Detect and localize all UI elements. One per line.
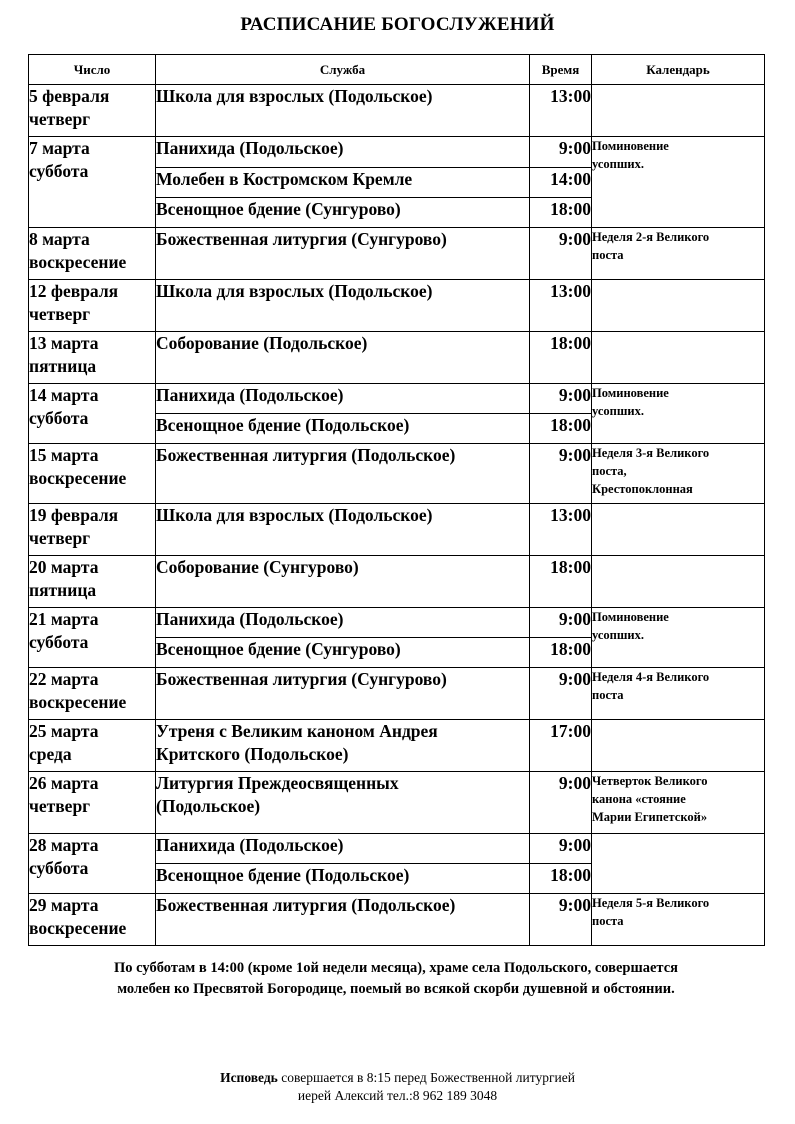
service-name: Божественная литургия (Подольское) <box>156 445 456 465</box>
calendar-text: усопших. <box>592 157 644 171</box>
date-cell <box>29 332 156 384</box>
table-row <box>29 444 765 504</box>
date-text: 26 марта <box>29 773 99 793</box>
service-cell <box>156 608 530 638</box>
service-name: Панихида (Подольское) <box>156 138 344 158</box>
calendar-cell <box>592 85 765 137</box>
table-row <box>29 332 765 384</box>
service-cell <box>156 772 530 834</box>
service-cell <box>156 864 530 894</box>
calendar-cell <box>592 504 765 556</box>
service-name: Школа для взрослых (Подольское) <box>156 505 433 525</box>
service-cell <box>156 894 530 946</box>
calendar-cell <box>592 556 765 608</box>
service-name: Панихида (Подольское) <box>156 835 344 855</box>
date-text: 19 февраля <box>29 505 119 525</box>
date-cell <box>29 556 156 608</box>
table-row <box>29 834 765 864</box>
table-row <box>29 228 765 280</box>
service-name: Школа для взрослых (Подольское) <box>156 86 433 106</box>
service-name: Всенощное бдение (Сунгурово) <box>156 639 401 659</box>
date-cell <box>29 228 156 280</box>
date-text: 14 марта <box>29 385 99 405</box>
service-name: Всенощное бдение (Подольское) <box>156 865 410 885</box>
service-name: Божественная литургия (Сунгурово) <box>156 669 447 689</box>
calendar-text: Неделя 5-я Великого <box>592 896 710 910</box>
calendar-cell <box>592 834 765 894</box>
service-cell <box>156 834 530 864</box>
date-cell <box>29 668 156 720</box>
calendar-cell <box>592 894 765 946</box>
calendar-cell <box>592 720 765 772</box>
calendar-cell <box>592 608 765 668</box>
date-cell <box>29 720 156 772</box>
time-cell: 17:00 <box>530 720 592 772</box>
service-name: Молебен в Костромском Кремле <box>156 169 413 189</box>
time-cell: 9:00 <box>530 668 592 720</box>
time-cell: 18:00 <box>530 638 592 668</box>
table-row <box>29 772 765 834</box>
header-service: Служба <box>156 55 530 85</box>
date-text: 7 марта <box>29 138 90 158</box>
weekday-text: суббота <box>29 858 89 878</box>
page-title: РАСПИСАНИЕ БОГОСЛУЖЕНИЙ <box>240 14 555 35</box>
service-name: Соборование (Подольское) <box>156 333 368 353</box>
schedule-table <box>28 54 765 946</box>
header-time: Время <box>530 55 592 85</box>
header-row <box>29 55 765 85</box>
calendar-cell <box>592 137 765 228</box>
time-cell: 18:00 <box>530 864 592 894</box>
calendar-text: Неделя 2-я Великого <box>592 230 710 244</box>
table-row <box>29 668 765 720</box>
header-calendar: Календарь <box>592 55 765 85</box>
weekday-text: суббота <box>29 408 89 428</box>
time-cell: 9:00 <box>530 608 592 638</box>
service-name: Соборование (Сунгурово) <box>156 557 359 577</box>
table-row <box>29 137 765 168</box>
service-cell <box>156 638 530 668</box>
time-cell: 14:00 <box>530 168 592 198</box>
date-text: 21 марта <box>29 609 99 629</box>
weekday-text: четверг <box>29 796 91 816</box>
date-cell <box>29 85 156 137</box>
time-cell: 18:00 <box>530 332 592 384</box>
calendar-text: поста <box>592 914 624 928</box>
calendar-text: Марии Египетской» <box>592 810 708 824</box>
table-row <box>29 894 765 946</box>
service-cell <box>156 720 530 772</box>
time-cell: 9:00 <box>530 444 592 504</box>
confession-text: совершается в 8:15 перед Божественной литургией <box>277 1070 575 1085</box>
service-name: Критского (Подольское) <box>156 744 349 764</box>
time-cell: 9:00 <box>530 894 592 946</box>
calendar-cell <box>592 228 765 280</box>
weekday-text: четверг <box>29 109 91 129</box>
calendar-text: Поминовение <box>592 610 669 624</box>
time-cell: 18:00 <box>530 414 592 444</box>
calendar-text: поста <box>592 248 624 262</box>
date-text: 5 февраля <box>29 86 110 106</box>
footer <box>0 1069 795 1105</box>
table-row <box>29 556 765 608</box>
time-cell: 9:00 <box>530 834 592 864</box>
date-cell <box>29 137 156 228</box>
calendar-text: Четверток Великого <box>592 774 708 788</box>
service-cell <box>156 137 530 168</box>
calendar-cell <box>592 384 765 444</box>
calendar-cell <box>592 280 765 332</box>
weekday-text: суббота <box>29 632 89 652</box>
calendar-cell <box>592 444 765 504</box>
table-row <box>29 384 765 414</box>
time-cell: 13:00 <box>530 280 592 332</box>
date-cell <box>29 894 156 946</box>
calendar-cell <box>592 332 765 384</box>
service-name: Утреня с Великим каноном Андрея <box>156 721 438 741</box>
service-cell <box>156 384 530 414</box>
time-cell: 13:00 <box>530 85 592 137</box>
weekday-text: четверг <box>29 304 91 324</box>
date-cell <box>29 280 156 332</box>
time-cell: 9:00 <box>530 137 592 168</box>
time-cell: 18:00 <box>530 556 592 608</box>
calendar-text: Поминовение <box>592 139 669 153</box>
weekday-text: пятница <box>29 580 97 600</box>
time-cell: 18:00 <box>530 198 592 228</box>
table-row <box>29 608 765 638</box>
time-cell: 9:00 <box>530 228 592 280</box>
calendar-text: Неделя 4-я Великого <box>592 670 710 684</box>
calendar-cell <box>592 668 765 720</box>
date-text: 20 марта <box>29 557 99 577</box>
service-name: Литургия Преждеосвященных <box>156 773 399 793</box>
note-line: По субботам в 14:00 (кроме 1ой недели месяца), храме села Подольского, совершается <box>114 960 678 976</box>
weekday-text: воскресение <box>29 252 127 272</box>
service-cell <box>156 168 530 198</box>
service-cell <box>156 444 530 504</box>
time-cell: 9:00 <box>530 772 592 834</box>
date-cell <box>29 504 156 556</box>
date-text: 8 марта <box>29 229 90 249</box>
date-text: 12 февраля <box>29 281 119 301</box>
service-cell <box>156 556 530 608</box>
weekday-text: воскресение <box>29 918 127 938</box>
service-cell <box>156 668 530 720</box>
weekday-text: среда <box>29 744 72 764</box>
date-text: 15 марта <box>29 445 99 465</box>
service-cell <box>156 504 530 556</box>
calendar-text: поста <box>592 688 624 702</box>
date-cell <box>29 444 156 504</box>
calendar-text: усопших. <box>592 404 644 418</box>
weekday-text: воскресение <box>29 692 127 712</box>
service-name: Школа для взрослых (Подольское) <box>156 281 433 301</box>
date-text: 22 марта <box>29 669 99 689</box>
service-name: Панихида (Подольское) <box>156 609 344 629</box>
service-cell <box>156 414 530 444</box>
contact-line: иерей Алексий тел.:8 962 189 3048 <box>297 1088 498 1103</box>
service-cell <box>156 332 530 384</box>
table-row <box>29 504 765 556</box>
calendar-text: Поминовение <box>592 386 669 400</box>
note-line: молебен ко Пресвятой Богородице, поемый во всякой скорби душевной и обстоянии. <box>117 981 675 997</box>
service-name: Всенощное бдение (Сунгурово) <box>156 199 401 219</box>
service-name: (Подольское) <box>156 796 261 816</box>
time-cell: 13:00 <box>530 504 592 556</box>
service-name: Всенощное бдение (Подольское) <box>156 415 410 435</box>
service-name: Божественная литургия (Подольское) <box>156 895 456 915</box>
saturday-note <box>28 958 764 1000</box>
weekday-text: суббота <box>29 161 89 181</box>
table-row <box>29 720 765 772</box>
weekday-text: четверг <box>29 528 91 548</box>
confession-label: Исповедь <box>220 1070 278 1085</box>
service-cell <box>156 228 530 280</box>
date-cell <box>29 384 156 444</box>
weekday-text: воскресение <box>29 468 127 488</box>
date-cell <box>29 772 156 834</box>
date-cell <box>29 834 156 894</box>
service-cell <box>156 198 530 228</box>
calendar-text: Неделя 3-я Великого <box>592 446 710 460</box>
date-text: 28 марта <box>29 835 99 855</box>
header-date: Число <box>29 55 156 85</box>
service-name: Божественная литургия (Сунгурово) <box>156 229 447 249</box>
schedule-body <box>29 85 765 946</box>
service-cell <box>156 85 530 137</box>
service-cell <box>156 280 530 332</box>
table-row <box>29 85 765 137</box>
calendar-text: усопших. <box>592 628 644 642</box>
weekday-text: пятница <box>29 356 97 376</box>
time-cell: 9:00 <box>530 384 592 414</box>
date-text: 29 марта <box>29 895 99 915</box>
calendar-text: канона «стояние <box>592 792 686 806</box>
calendar-text: Крестопоклонная <box>592 482 693 496</box>
service-name: Панихида (Подольское) <box>156 385 344 405</box>
date-cell <box>29 608 156 668</box>
confession-line <box>0 1069 795 1087</box>
table-row <box>29 280 765 332</box>
calendar-cell <box>592 772 765 834</box>
date-text: 13 марта <box>29 333 99 353</box>
calendar-text: поста, <box>592 464 627 478</box>
date-text: 25 марта <box>29 721 99 741</box>
